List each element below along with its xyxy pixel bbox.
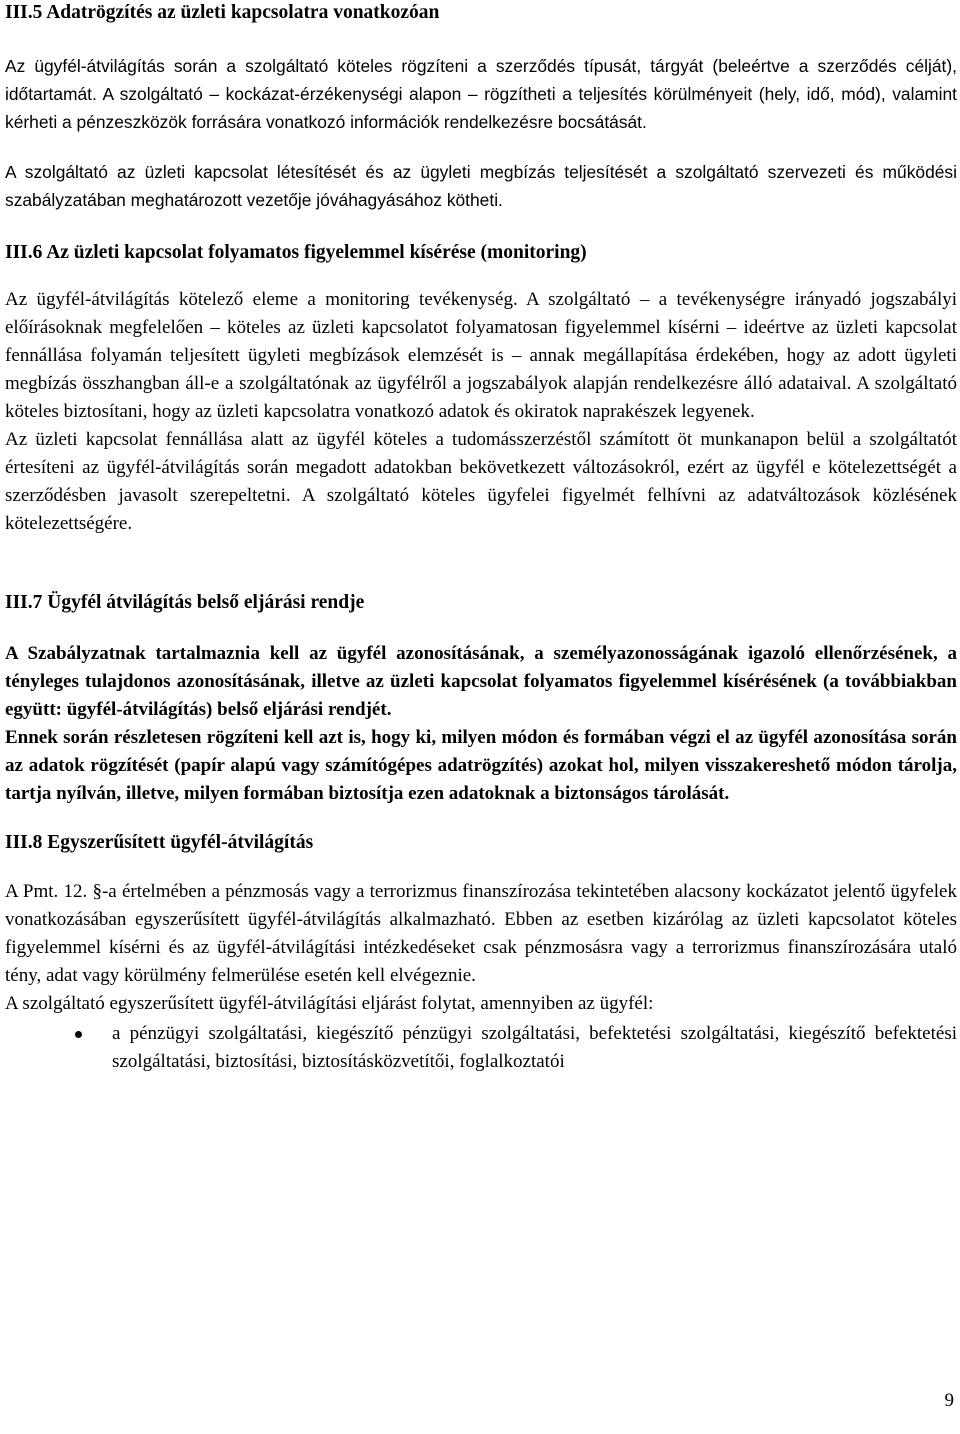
document-page [5, 0, 957, 1076]
paragraph-data-recording: Az ügyfél-átvilágítás során a szolgáltató köteles rögzíteni a szerződés típusát, tárgyát (beleértve a szerződés célját), időtartamát. A szolgáltató – kockázat-érzékenységi alapon – rögzítheti a teljesítés körülményeit (hely, idő, mód), valamint kérheti a pénzeszközök forrására vonatkozó információk rendelkezésre bocsátását. [5, 56, 957, 132]
paragraph-simplified-conditions: A szolgáltató egyszerűsített ügyfél-átvilágítási eljárást folytat, amennyiben az ügyfél: [5, 993, 654, 1014]
paragraph-recording-details: Ennek során részletesen rögzíteni kell azt is, hogy ki, milyen módon és formában végzi el az ügyfél azonosítása során az adatok rögzítését (papír alapú vagy számítógépes adatrögzítés) azokat hol, milyen visszakereshető módon tárolja, tartja nyílván, illetve, milyen formában biztosítja ezen adatoknak a biztonságos tárolását. [5, 727, 957, 804]
section-heading-iii-6: III.6 Az üzleti kapcsolat folyamatos figyelemmel kísérése (monitoring) [5, 242, 587, 263]
page-number: 9 [944, 1390, 954, 1411]
section-heading-iii-7: III.7 Ügyfél átvilágítás belső eljárási rendje [5, 592, 365, 613]
list-item-text: a pénzügyi szolgáltatási, kiegészítő pénzügyi szolgáltatási, befektetési szolgáltatási, kiegészítő befektetési szolgáltatási, biztosítási, biztosításközvetítői, foglalkoztatói [112, 1023, 957, 1072]
paragraph-monitoring: Az ügyfél-átvilágítás kötelező eleme a monitoring tevékenység. A szolgáltató – a tevékenységre irányadó jogszabályi előírásoknak megfelelően – köteles az üzleti kapcsolatot folyamatosan figyelemmel kísérni – ideértve az üzleti kapcsolat fennállása folyamán teljesített ügyleti megbízások elemzését is – annak megállapítása érdekében, hogy az adott ügyleti megbízás összhangban áll-e a szolgáltatónak az ügyfélről a jogszabályok alapján rendelkezésre álló adataival. A szolgáltató köteles biztosítani, hogy az üzleti kapcsolatra vonatkozó adatok és okiratok naprakészek legyenek. [5, 289, 957, 422]
condition-list [5, 1020, 957, 1076]
bullet-icon [75, 1031, 82, 1038]
paragraph-simplified-due-diligence: A Pmt. 12. §-a értelmében a pénzmosás vagy a terrorizmus finanszírozása tekintetében alacsony kockázatot jelentő ügyfelek vonatkozásában egyszerűsített ügyfél-átvilágítás alkalmazható. Ebben az esetben kizárólag az üzleti kapcsolatot köteles figyelemmel kísérni és az ügyfél-átvilágítási intézkedéseket csak pénzmosásra vagy a terrorizmus finanszírozására utaló tény, adat vagy körülmény felmerülése esetén kell elvégeznie. [5, 881, 957, 986]
paragraph-internal-procedure: A Szabályzatnak tartalmaznia kell az ügyfél azonosításának, a személyazonosságának igazoló ellenőrzésének, a tényleges tulajdonos azonosításának, illetve az üzleti kapcsolat folyamatos figyelemmel kísérésének (a továbbiakban együtt: ügyfél-átvilágítás) belső eljárási rendjét. [5, 643, 957, 720]
list-item [5, 1020, 957, 1076]
section-heading-iii-5: III.5 Adatrögzítés az üzleti kapcsolatra vonatkozóan [5, 2, 440, 23]
paragraph-management-approval: A szolgáltató az üzleti kapcsolat létesítését és az ügyleti megbízás teljesítését a szolgáltató szervezeti és működési szabályzatában meghatározott vezetője jóváhagyásához kötheti. [5, 162, 957, 210]
section-heading-iii-8: III.8 Egyszerűsített ügyfél-átvilágítás [5, 832, 314, 853]
paragraph-data-change-notification: Az üzleti kapcsolat fennállása alatt az ügyfél köteles a tudomásszerzéstől számított öt munkanapon belül a szolgáltatót értesíteni az ügyfél-átvilágítás során megadott adatokban bekövetkezett változásokról, ezért az ügyfél e kötelezettségét a szerződésben javasolt szerepeltetni. A szolgáltató köteles ügyfelei figyelmét felhívni az adatváltozások közlésének kötelezettségére. [5, 429, 957, 534]
